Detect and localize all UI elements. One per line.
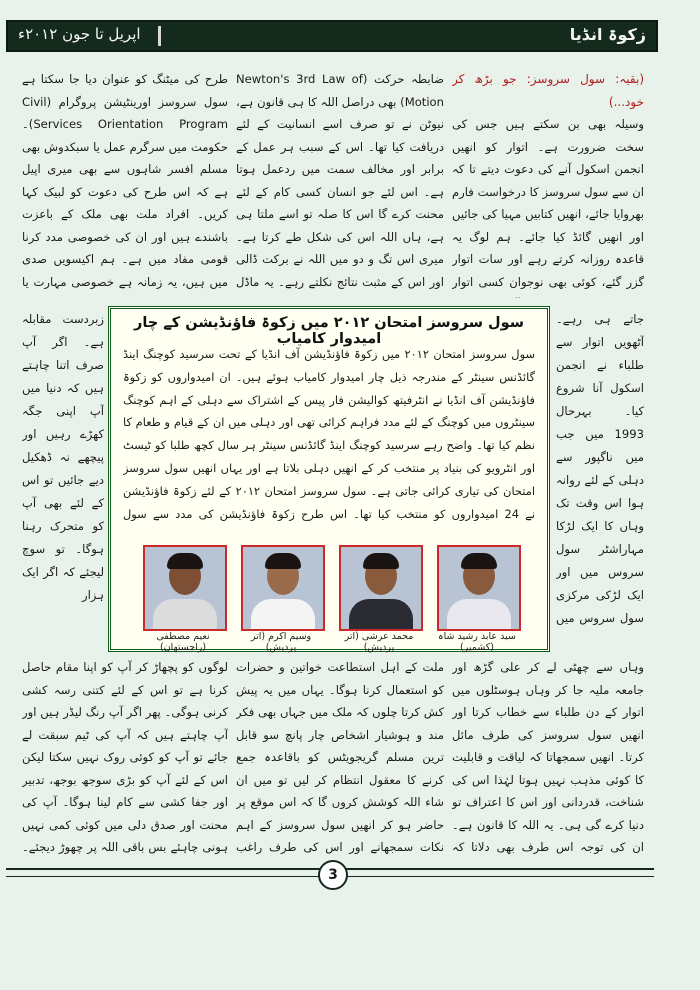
candidate-photo bbox=[437, 545, 521, 631]
candidate-photo bbox=[143, 545, 227, 631]
column-text: ضابطہ حرکت (Newton's 3rd Law of Motion) بھی دراصل اللہ کا ہی قانون ہے، نیوٹن نے تو صرف اسے انسانیت کے لئے دریافت کیا تھا۔ اس کے سبب ہر عمل کے برابر اور مخالف سمت میں ردعمل ہوتا ہے۔ اس لئے جو انسان کسی کام کے لئے محنت کرے گا اس کا صلہ تو اسے ملتا ہی ہے، ہاں اللہ اس کی شکل طے کرتا ہے۔ میری اس تگ و دو میں اللہ نے برکت ڈالی اور اس کے مثبت نتائج نکلتے رہے۔ یہ ماڈل bbox=[236, 72, 444, 289]
news-box bbox=[108, 306, 550, 652]
narrow-column-left: زبردست مقابلہ ہے۔ اگر آپ صرف اتنا چاہتے ہیں کہ دنیا میں آپ اپنی جگہ کھڑے رہیں اور پیچھے نہ ڈھکیل دیے جائیں تو اس کے لئے بھی آپ کو متحرک رہنا ہوگا۔ تو سوچ لیجئے کہ اگر ایک ہزار bbox=[22, 312, 104, 602]
candidate-caption: وسیم اکرم (اتر پردیش) bbox=[250, 631, 312, 653]
candidate-caption: محمد عرشی (اتر پردیش) bbox=[344, 631, 414, 653]
continuation-title: (بقیہ: سول سروسز: جو بڑھ کر خود...) bbox=[452, 72, 644, 109]
bottom-column-left: لوگوں کو پچھاڑ کر آپ کو اپنا مقام حاصل کرنا ہے تو اس کے لئے کتنی رسہ کشی کرنی ہوگی۔ پھر اگر آپ رنگ لیڈر ہیں اور آپ چاہتے ہیں کہ آپ کی ٹیم سبقت لے جائے تو آپ کو کوئی روک نہیں سکتا لیکن اس کے لئے آپ کو بڑی سوجھ بوجھ، تدبیر اور جفا کشی سے کام لینا ہوگا۔ آپ کی محنت اور صدق دلی میں کوئی کمی نہیں ہونی چاہئے بس باقی اللہ پر چھوڑ دیجئے۔ bbox=[22, 660, 228, 854]
page-number: 3 bbox=[318, 860, 348, 890]
magazine-title: زکوۃ انڈیا bbox=[569, 25, 646, 44]
article-column-right bbox=[452, 68, 644, 298]
news-box-title: سول سروسز امتحان ۲۰۱۲ میں زکوۃ فاؤنڈیشن کے چار امیدوار کامیاب bbox=[134, 315, 524, 347]
candidate-photo bbox=[339, 545, 423, 631]
candidate-photo bbox=[241, 545, 325, 631]
narrow-column-right: جاتے ہی رہے۔ آٹھویں اتوار سے طلباء نے انجمن اسکول آنا شروع کیا۔ بہرحال 1993 میں جب میں ناگپور سے دہلی کے لئے روانہ ہوا اس وقت تک وہاں کا ایک لڑکا مہاراشٹر سول سروس میں اور ایک لڑکی مرکزی سول سروس میں bbox=[556, 312, 644, 625]
news-box-text: سول سروسز امتحان ۲۰۱۲ میں زکوۃ فاؤنڈیشن آف انڈیا کے تحت سرسید کوچنگ اینڈ گائڈنس سینٹر کے مندرجہ ذیل چار امیدوار کامیاب ہوئے ہیں۔ ان امیدواروں کو زکوۃ فاؤنڈیشن آف انڈیا نے انٹرفیتھ کوالیشن فار پیس کے اشتراک سے دہلی کے اہم کوچنگ سینٹروں میں کوچنگ کے لئے مدد فراہم کرائی تھی اور دہلی میں ان کے قیام و طعام کا نظم کیا تھا۔ واضح رہے سرسید کوچنگ اینڈ گائڈنس سینٹر ہر سال کچھ طلبا کو ٹیسٹ اور انٹرویو کی بنیاد پر منتخب کر کے انھیں دہلی بلاتا ہے اور یہاں انھیں سول سروسز امتحان کی تیاری کرائی جاتی ہے۔ سول سروسز امتحان ۲۰۱۲ کے لئے زکوۃ فاؤنڈیشن نے 24 امیدواروں کو منتخب کیا تھا۔ اس طرح زکوۃ فاؤنڈیشن کی مدد سے سول bbox=[123, 347, 535, 521]
header-divider bbox=[158, 26, 161, 46]
column-text: وسیلہ بھی بن سکتے ہیں جس کی سخت ضرورت ہے۔ اتوار کو انھیں انجمن اسکول آنے کی دعوت دیتے تا کہ ان سے سول سروسز کا درخواست فارم بھروایا جائے، انھیں کتابیں مہیا کی جائیں اور انھیں گائڈ کیا جائے۔ ہم لوگ یہ قاعدہ روزانہ کرتے رہے اور سات اتوار گزر گئے، کوئی بھی نوجوان کسی اتوار bbox=[452, 117, 644, 289]
bottom-column-right: وہاں سے چھٹی لے کر علی گڑھ اور جامعہ ملیہ جا کر وہاں ہوسٹلوں میں اتوار کے دن طلباء سے خطاب کرتا اور انھیں سول سروسز کی طرف مائل کرتا۔ انھیں سمجھاتا کہ لیاقت و قابلیت کا کوئی مذہب نہیں ہوتا لہٰذا اس کی شناخت، قدردانی اور اس کا اعتراف تو دنیا کرے گی ہی۔ یہ اللہ کا قانون ہے۔ ان کی توجہ اس طرف بھی دلاتا کہ bbox=[452, 660, 644, 854]
article-column-left bbox=[22, 68, 228, 298]
issue-date: اپریل تا جون ۲۰۱۲ء bbox=[18, 25, 141, 43]
magazine-header bbox=[6, 20, 658, 52]
article-column-middle bbox=[236, 68, 444, 298]
bottom-column-middle: ملت کے اہل استطاعت خواتین و حضرات کو استعمال کرنا ہوگا۔ یہاں میں یہ پیش کش کرتا چلوں کہ ملک میں جہاں بھی فکر مند و ہوشیار اشخاص چار پانچ سو قابل ترین مسلم گریجویٹس کو باقاعدہ جمع کرنے کا معقول انتظام کر لیں تو میں ان شاء اللہ کوشش کروں گا کہ اس موقع پر حاضر ہو کر انھیں سول سروسز کے اہم نکات سمجھانے اور اس کی طرف راغب bbox=[236, 660, 444, 854]
column-text: طرح کی میٹنگ کو عنوان دیا جا سکتا ہے سول سروسز اورینٹیشن پروگرام (Civil Services Orientation Program)۔ حکومت میں سرگرم عمل یا سبکدوش بھی مسلم افسر شاہوں سے بھی میری اپیل ہے کہ اس طرح کی دعوت کو لبیک کہا کریں۔ افراد ملت بھی ملک کے باعزت باشندے ہیں اور ان کی خصوصی مدد کرنا قومی مفاد میں ہے۔ ہم اکیسویں صدی میں ہیں، یہ زمانہ ہے خصوصی مہارت یا bbox=[22, 72, 228, 289]
candidate-caption: سید عابد رشید شاہ (کشمیر) bbox=[438, 631, 516, 653]
candidate-caption: نعیم مصطفی (راجستھان) bbox=[156, 631, 210, 653]
